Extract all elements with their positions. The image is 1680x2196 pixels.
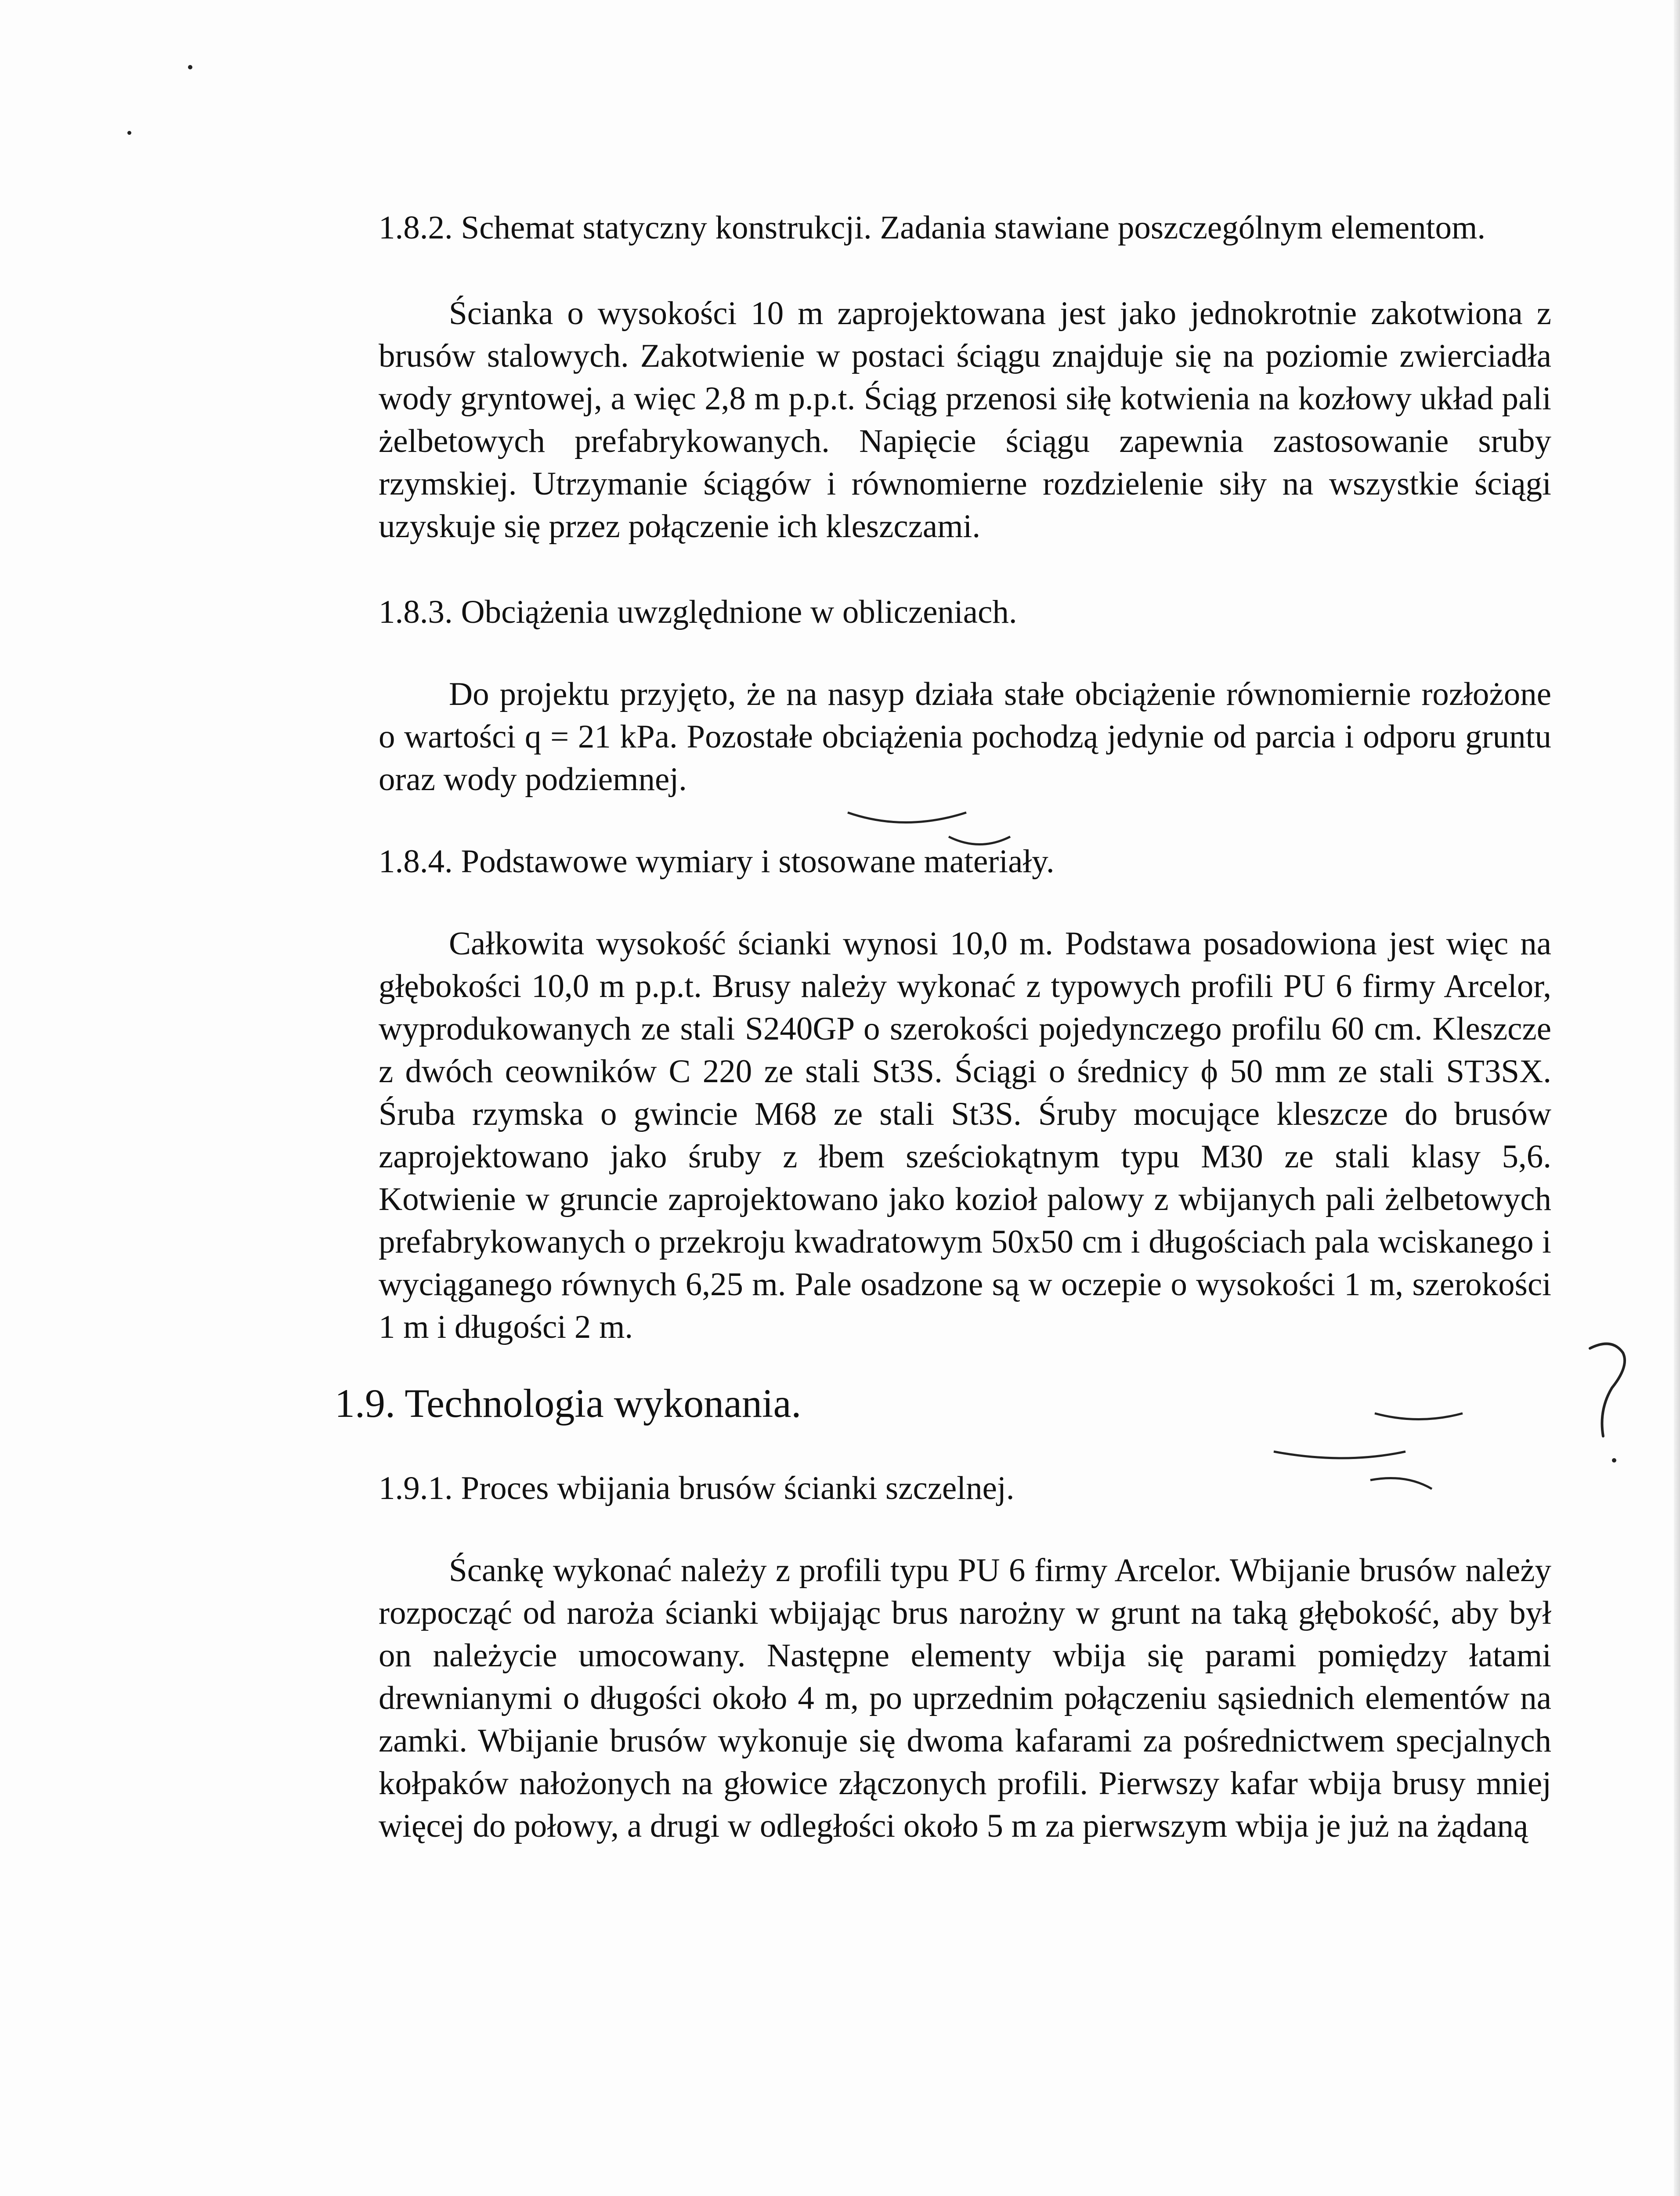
paragraph-1-8-3: Do projektu przyjęto, że na nasyp działa stałe obciążenie równomiernie rozłożone o wartości q = 21 kPa. Pozostałe obciążenia pochodzą jedynie od parcia i odporu gruntu oraz wody podziemnej. — [379, 676, 1551, 798]
question-mark-icon — [1581, 1335, 1634, 1467]
paragraph-1-9-1: Ścankę wykonać należy z profili typu PU 6 firmy Arcelor. Wbijanie brusów należy rozpocząć od naroża ścianki wbijając brus narożny w grunt na taką głębokość, aby był on należycie umocowany. Następne elementy wbija się parami pomiędzy łatami drewnianymi o długości około 4 m, po uprzednim połączeniu sąsiednich elementów na zamki. Wbijanie brusów wykonuje się dwoma kafarami za pośrednictwem specjalnych kołpaków nałożonych na głowice złączonych profili. Pierwszy kafar wbija brusy mniej więcej do połowy, a drugi w odległości około 5 m za pierwszym wbija je już na żądaną — [379, 1552, 1551, 1844]
scan-speck — [127, 131, 131, 135]
document-body — [335, 206, 1551, 1847]
section-heading-1-8-2: 1.8.2. Schemat statyczny konstrukcji. Zadania stawiane poszczególnym elementom. — [379, 209, 1486, 246]
scan-speck — [188, 65, 192, 69]
paragraph-1-8-4: Całkowita wysokość ścianki wynosi 10,0 m. Podstawa posadowiona jest więc na głębokości 10,0 m p.p.t. Brusy należy wykonać z typowych profili PU 6 firmy Arcelor, wyprodukowanych ze stali S240GP o szerokości pojedynczego profilu 60 cm. Kleszcze z dwóch ceowników C 220 ze stali St3S. Ściągi o średnicy ϕ 50 mm ze stali ST3SX. Śruba rzymska o gwincie M68 ze stali St3S. Śruby mocujące kleszcze do brusów zaprojektowano jako śruby z łbem sześciokątnym typu M30 ze stali klasy 5,6. Kotwienie w gruncie zaprojektowano jako kozioł palowy z wbijanych pali żelbetowych prefabrykowanych o przekroju kwadratowym 50x50 cm i długościach pala wciskanego i wyciąganego równych 6,25 m. Pale osadzone są w oczepie o wysokości 1 m, szerokości 1 m i długości 2 m. — [379, 925, 1551, 1345]
section-heading-1-9-1: 1.9.1. Proces wbijania brusów ścianki szczelnej. — [379, 1470, 1015, 1506]
section-heading-1-8-3: 1.8.3. Obciążenia uwzględnione w obliczeniach. — [379, 594, 1017, 630]
scan-edge-shadow — [1674, 0, 1680, 2196]
paragraph-1-8-2: Ścianka o wysokości 10 m zaprojektowana jest jako jednokrotnie zakotwiona z brusów stalowych. Zakotwienie w postaci ściągu znajduje się na poziomie zwierciadła wody gryntowej, a więc 2,8 m p.p.t. Ściąg przenosi siłę kotwienia na kozłowy układ pali żelbetowych prefabrykowanych. Napięcie ściągu zapewnia zastosowanie sruby rzymskiej. Utrzymanie ściągów i równomierne rozdzielenie siły na wszystkie ściągi uzyskuje się przez połączenie ich kleszczami. — [379, 295, 1551, 545]
chapter-heading-1-9: 1.9. Technologia wykonania. — [335, 1381, 802, 1426]
section-heading-1-8-4: 1.8.4. Podstawowe wymiary i stosowane materiały. — [379, 843, 1055, 880]
